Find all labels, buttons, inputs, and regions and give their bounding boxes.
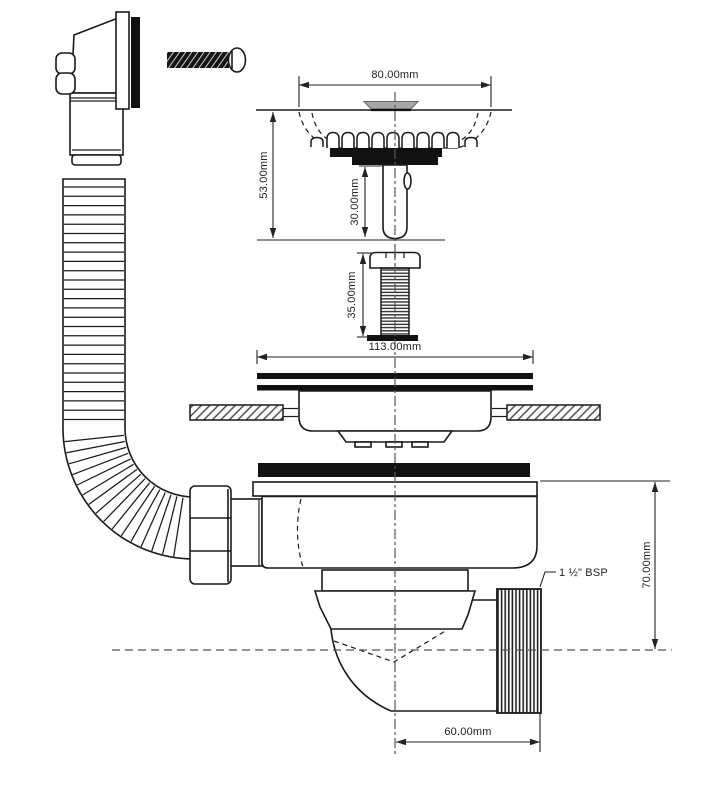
centre-fixing-screw bbox=[367, 253, 420, 342]
waste-body bbox=[262, 497, 537, 569]
dim-label-outlet-length: 60.00mm bbox=[444, 726, 492, 738]
basket-strainer bbox=[256, 102, 512, 239]
overflow-gasket-plate bbox=[131, 17, 140, 108]
rubber-gasket bbox=[258, 463, 530, 477]
overflow-faceplate bbox=[116, 12, 129, 109]
dim-stem-length bbox=[349, 166, 383, 237]
annotation-bsp-thread bbox=[540, 567, 608, 587]
hose-nut bbox=[190, 486, 262, 584]
dim-installed-depth bbox=[540, 481, 670, 649]
strainer-drain-holes bbox=[311, 133, 477, 149]
dim-label-strainer-diameter: 80.00mm bbox=[371, 69, 419, 81]
stem-clip bbox=[404, 173, 411, 189]
dim-label-installed-depth: 70.00mm bbox=[641, 541, 653, 589]
flexible-overflow-hose bbox=[63, 179, 194, 559]
bsp-thread-label: 1 ½" BSP bbox=[559, 567, 608, 579]
strainer-knob bbox=[364, 102, 418, 111]
outlet-thread-bsp bbox=[497, 589, 541, 713]
overflow-retaining-clip bbox=[56, 53, 75, 94]
dim-outlet-length bbox=[396, 714, 540, 752]
dim-label-screw-length: 35.00mm bbox=[346, 271, 358, 319]
overflow-screw bbox=[167, 48, 246, 72]
dim-screw-length bbox=[346, 253, 372, 337]
strainer-seal-washer bbox=[330, 148, 442, 157]
nut-connector bbox=[230, 499, 262, 566]
dim-label-strainer-height: 53.00mm bbox=[258, 151, 270, 199]
dim-label-stem-length: 30.00mm bbox=[349, 178, 361, 226]
dim-label-flange-diameter: 113.00mm bbox=[368, 341, 422, 353]
overflow-elbow-fitting bbox=[56, 12, 140, 165]
